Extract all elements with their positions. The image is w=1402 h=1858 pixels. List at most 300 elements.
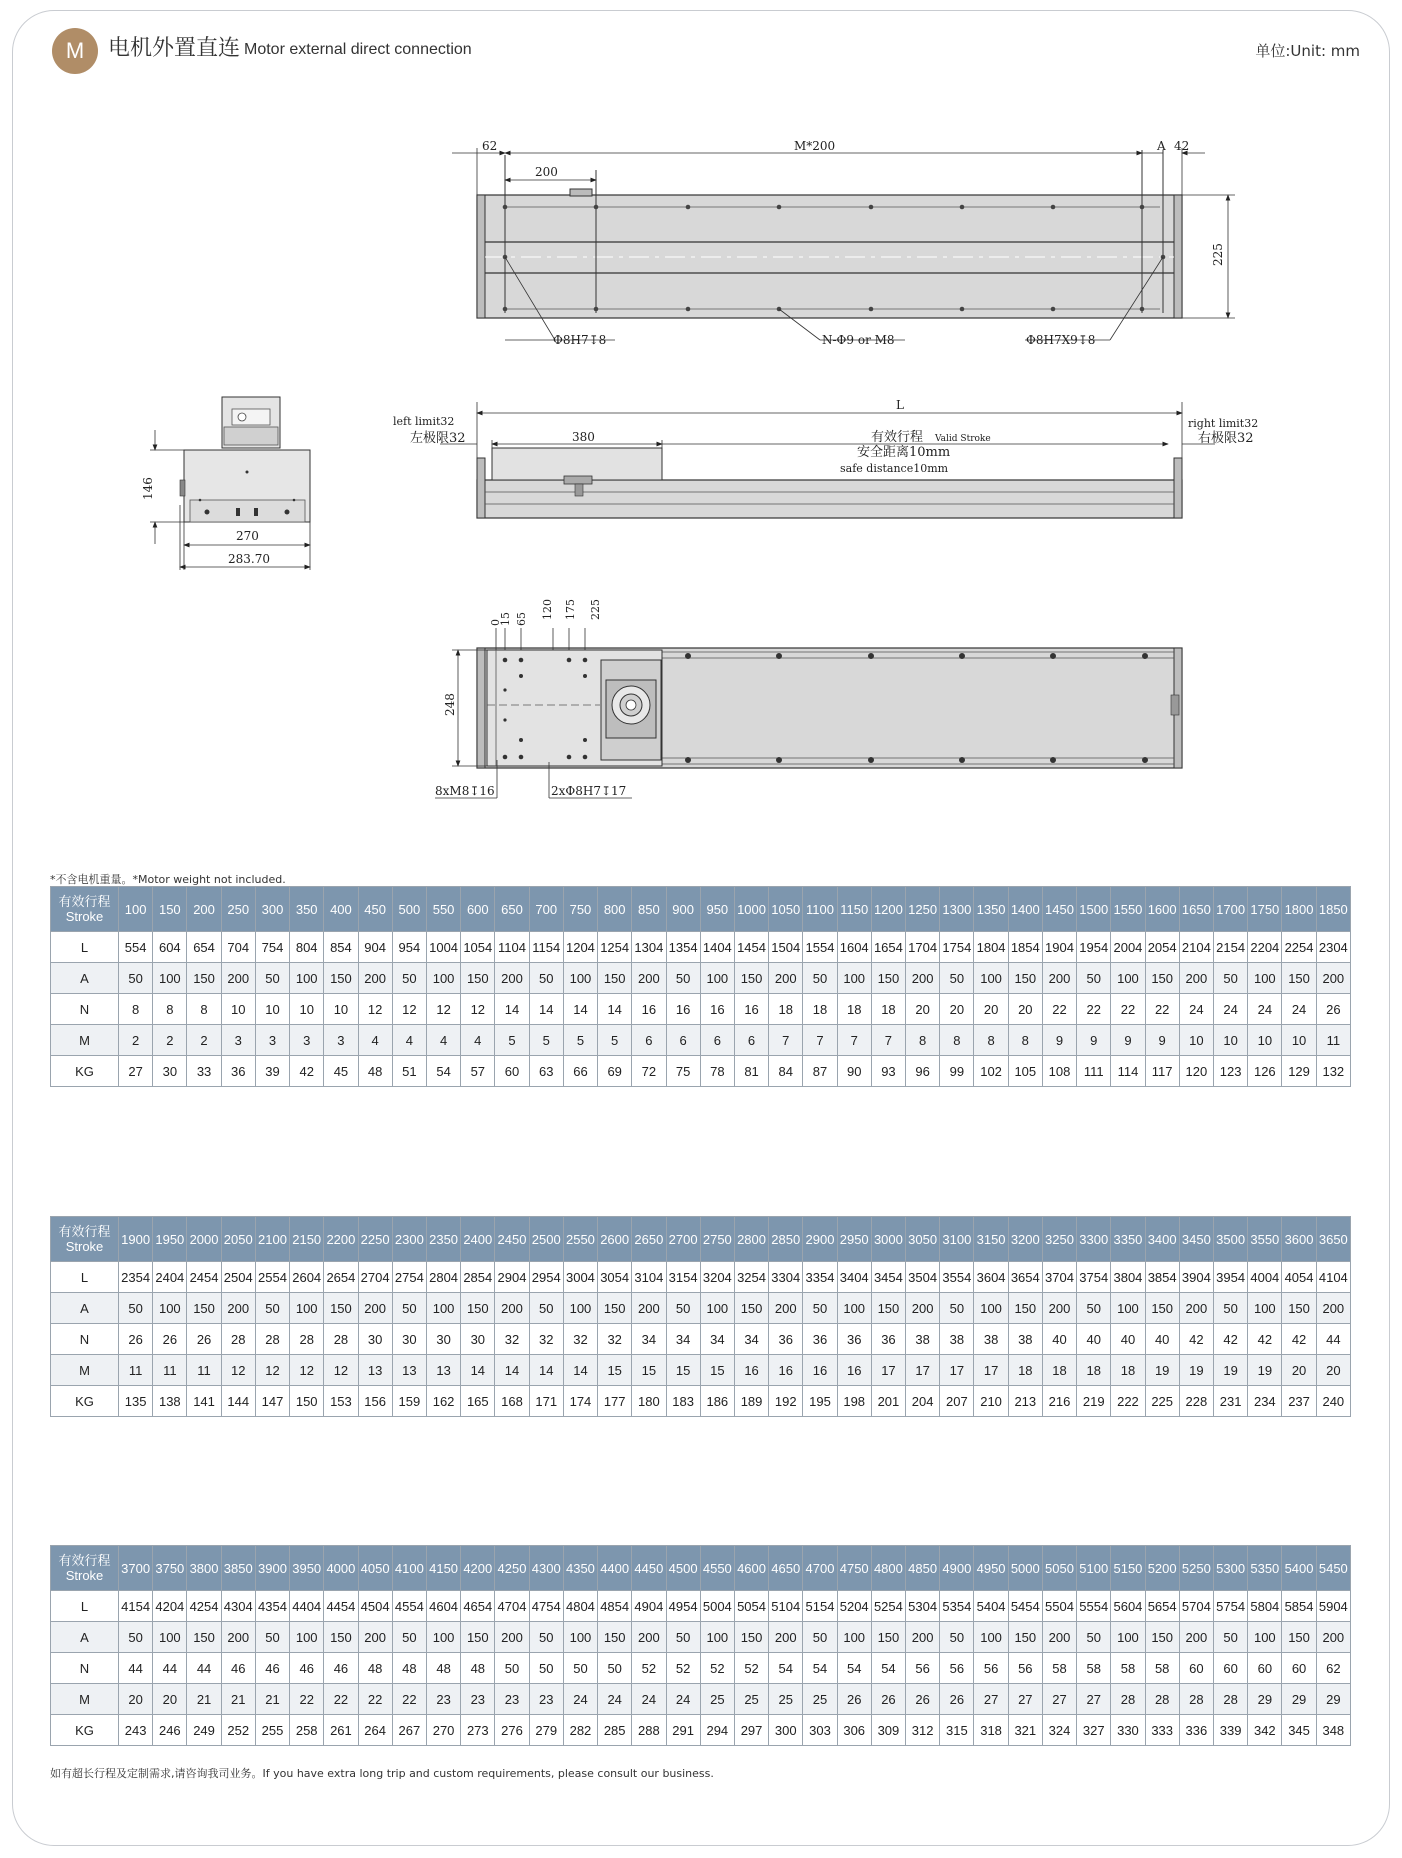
table-cell: 150 [1008,963,1042,994]
table-cell: 3804 [1111,1262,1145,1293]
table-cell: 204 [906,1386,940,1417]
stroke-cell: 5200 [1145,1546,1179,1591]
table-cell: 141 [187,1386,221,1417]
table-cell: 8 [940,1025,974,1056]
table-row-a [51,1622,1351,1653]
table-cell: 704 [221,932,255,963]
table-cell: 22 [1111,994,1145,1025]
table-cell: 10 [290,994,324,1025]
table-cell: 38 [940,1324,974,1355]
table-cell: 156 [358,1386,392,1417]
table-cell: 255 [255,1715,289,1746]
table-cell: 20 [940,994,974,1025]
table-cell: 32 [495,1324,529,1355]
table-cell: 21 [255,1684,289,1715]
table-cell: 200 [769,1622,803,1653]
table-cell: 150 [324,963,358,994]
table-cell: 12 [392,994,426,1025]
table-cell: 5204 [837,1591,871,1622]
table-cell: 348 [1316,1715,1350,1746]
table-cell: 3354 [803,1262,837,1293]
table-cell: 100 [563,1293,597,1324]
table-cell: 3704 [1042,1262,1076,1293]
table-cell: 34 [666,1324,700,1355]
table-cell: 34 [734,1324,768,1355]
table-cell: 2504 [221,1262,255,1293]
table-cell: 162 [426,1386,460,1417]
stroke-cell: 900 [666,887,700,932]
table-cell: 45 [324,1056,358,1087]
stroke-cell: 1250 [906,887,940,932]
table-cell: 12 [461,994,495,1025]
table-cell: 183 [666,1386,700,1417]
table-cell: 25 [700,1684,734,1715]
table-cell: 27 [1008,1684,1042,1715]
table-cell: 3 [290,1025,324,1056]
stroke-cell: 650 [495,887,529,932]
table-cell: 58 [1111,1653,1145,1684]
table-cell: 13 [426,1355,460,1386]
table-cell: 4654 [461,1591,495,1622]
table-cell: 200 [358,1622,392,1653]
table-cell: 3 [221,1025,255,1056]
stroke-cell: 3000 [871,1217,905,1262]
table-cell: 3554 [940,1262,974,1293]
table-cell: 6 [666,1025,700,1056]
spec-table-1 [50,886,1351,1087]
table-cell: 50 [392,1293,426,1324]
table-cell: 15 [632,1355,666,1386]
table-cell: 222 [1111,1386,1145,1417]
table-cell: 5404 [974,1591,1008,1622]
table-cell: 200 [1042,1622,1076,1653]
table-cell: 46 [290,1653,324,1684]
table-cell: 243 [119,1715,153,1746]
table-cell: 11 [153,1355,187,1386]
table-cell: 60 [1214,1653,1248,1684]
table-cell: 200 [495,963,529,994]
table-cell: 34 [632,1324,666,1355]
end-view [141,397,310,570]
table-cell: 28 [255,1324,289,1355]
table-cell: 1454 [734,932,768,963]
table-cell: 26 [906,1684,940,1715]
table-cell: 1204 [563,932,597,963]
table-cell: 100 [290,1622,324,1653]
label-pin-bottom: 2xΦ8H7↧17 [551,784,627,798]
table-cell: 2054 [1145,932,1179,963]
stroke-cell: 5050 [1042,1546,1076,1591]
table-cell: 150 [187,1293,221,1324]
table-cell: 100 [563,963,597,994]
table-cell: 4904 [632,1591,666,1622]
table-cell: 14 [495,1355,529,1386]
table-cell: 333 [1145,1715,1179,1746]
table-cell: 17 [906,1355,940,1386]
stroke-cell: 3700 [119,1546,153,1591]
table-cell: 22 [324,1684,358,1715]
stroke-cell: 550 [426,887,460,932]
table-cell: 57 [461,1056,495,1087]
table-cell: 56 [940,1653,974,1684]
stroke-cell: 2900 [803,1217,837,1262]
table-cell: 9 [1145,1025,1179,1056]
table-cell: 8 [119,994,153,1025]
table-cell: 2104 [1179,932,1213,963]
stroke-cell: 5400 [1282,1546,1316,1591]
table-cell: 50 [529,963,563,994]
table-cell: 150 [461,1622,495,1653]
table-cell: 3154 [666,1262,700,1293]
table-cell: 282 [563,1715,597,1746]
table-cell: 11 [1316,1025,1350,1056]
stroke-cell: 1900 [119,1217,153,1262]
table-cell: 44 [1316,1324,1350,1355]
table-cell: 150 [324,1622,358,1653]
safe-distance-cn: 安全距离10mm [857,445,951,460]
table-cell: 42 [1248,1324,1282,1355]
table-cell: 5004 [700,1591,734,1622]
stroke-cell: 1300 [940,887,974,932]
stroke-cell: 4350 [563,1546,597,1591]
table-cell: 50 [666,963,700,994]
table-cell: 78 [700,1056,734,1087]
table-cell: 3604 [974,1262,1008,1293]
table-cell: 16 [837,1355,871,1386]
stroke-cell: 1100 [803,887,837,932]
stroke-cell: 2950 [837,1217,871,1262]
right-limit-cn: 右极限32 [1198,431,1254,446]
table-cell: 4604 [426,1591,460,1622]
table-cell: 8 [1008,1025,1042,1056]
table-cell: 18 [803,994,837,1025]
table-cell: 150 [1282,1293,1316,1324]
table-cell: 180 [632,1386,666,1417]
table-cell: 5 [529,1025,563,1056]
table-cell: 1404 [700,932,734,963]
table-cell: 150 [598,963,632,994]
table-cell: 12 [221,1355,255,1386]
table-cell: 267 [392,1715,426,1746]
table-cell: 50 [803,1622,837,1653]
table-cell: 200 [495,1622,529,1653]
table-cell: 32 [529,1324,563,1355]
table-cell: 50 [1214,963,1248,994]
table-cell: 12 [426,994,460,1025]
table-cell: 50 [119,1293,153,1324]
table-cell: 200 [632,1293,666,1324]
table-cell: 200 [906,963,940,994]
table-cell: 46 [255,1653,289,1684]
table-cell: 23 [529,1684,563,1715]
table-row-kg [51,1386,1351,1417]
table-cell: 3254 [734,1262,768,1293]
table-cell: 5104 [769,1591,803,1622]
label-pin-right: Φ8H7X9↧8 [1026,333,1096,347]
table-cell: 100 [1248,963,1282,994]
table-cell: 100 [563,1622,597,1653]
table-cell: 54 [837,1653,871,1684]
table-cell: 200 [1179,1622,1213,1653]
table-cell: 20 [1008,994,1042,1025]
stroke-cell: 5450 [1316,1546,1350,1591]
table-cell: 16 [734,1355,768,1386]
table-cell: 19 [1145,1355,1179,1386]
table-cell: 2654 [324,1262,358,1293]
table-cell: 24 [563,1684,597,1715]
table-row-l [51,932,1351,963]
table-cell: 4304 [221,1591,255,1622]
table-cell: 4954 [666,1591,700,1622]
table-cell: 63 [529,1056,563,1087]
table-cell: 56 [974,1653,1008,1684]
table-cell: 44 [153,1653,187,1684]
table-cell: 56 [906,1653,940,1684]
stroke-cell: 3250 [1042,1217,1076,1262]
dim-0: 0 [489,619,502,626]
table-cell: 84 [769,1056,803,1087]
table-cell: 16 [632,994,666,1025]
table-cell: 153 [324,1386,358,1417]
stroke-cell: 3550 [1248,1217,1282,1262]
table-cell: 22 [1077,994,1111,1025]
table-cell: 38 [1008,1324,1042,1355]
table-cell: 17 [871,1355,905,1386]
row-label-m: M [51,1025,119,1056]
table-cell: 4 [392,1025,426,1056]
table-cell: 200 [358,963,392,994]
dim-62: 62 [482,139,498,153]
table-cell: 147 [255,1386,289,1417]
table-cell: 150 [598,1293,632,1324]
table-cell: 100 [1111,1293,1145,1324]
table-cell: 132 [1316,1056,1350,1087]
table-cell: 14 [461,1355,495,1386]
stroke-cell: 1600 [1145,887,1179,932]
table-cell: 22 [358,1684,392,1715]
table-cell: 200 [632,1622,666,1653]
dim-248: 248 [443,693,457,716]
table-cell: 252 [221,1715,255,1746]
table-cell: 4054 [1282,1262,1316,1293]
stroke-cell: 5350 [1248,1546,1282,1591]
table-cell: 2354 [119,1262,153,1293]
table-cell: 96 [906,1056,940,1087]
table-cell: 10 [324,994,358,1025]
table-cell: 8 [974,1025,1008,1056]
table-cell: 264 [358,1715,392,1746]
table-cell: 4104 [1316,1262,1350,1293]
table-cell: 4354 [255,1591,289,1622]
table-cell: 50 [940,963,974,994]
table-cell: 200 [221,1293,255,1324]
table-cell: 14 [529,994,563,1025]
stroke-cell: 2000 [187,1217,221,1262]
table-cell: 100 [153,1293,187,1324]
table-cell: 315 [940,1715,974,1746]
table-cell: 231 [1214,1386,1248,1417]
table-cell: 7 [837,1025,871,1056]
table-cell: 554 [119,932,153,963]
table-cell: 22 [290,1684,324,1715]
stroke-cell: 4150 [426,1546,460,1591]
table-cell: 72 [632,1056,666,1087]
stroke-cell: 2850 [769,1217,803,1262]
table-cell: 200 [769,1293,803,1324]
table-cell: 50 [255,963,289,994]
table-cell: 246 [153,1715,187,1746]
table-cell: 216 [1042,1386,1076,1417]
motor-weight-note: *不含电机重量。*Motor weight not included. [50,873,286,886]
row-label-m: M [51,1355,119,1386]
dim-200: 200 [535,165,558,179]
table-cell: 186 [700,1386,734,1417]
table-cell: 50 [940,1622,974,1653]
table-cell: 270 [426,1715,460,1746]
table-cell: 144 [221,1386,255,1417]
table-cell: 5804 [1248,1591,1282,1622]
table-cell: 3454 [871,1262,905,1293]
table-cell: 16 [734,994,768,1025]
table-cell: 48 [358,1653,392,1684]
stroke-cell: 1000 [734,887,768,932]
stroke-cell: 5300 [1214,1546,1248,1591]
stroke-cell: 3500 [1214,1217,1248,1262]
table-cell: 28 [1214,1684,1248,1715]
table-cell: 5504 [1042,1591,1076,1622]
table-cell: 28 [221,1324,255,1355]
table-cell: 150 [461,1293,495,1324]
table-cell: 36 [769,1324,803,1355]
table-cell: 200 [1179,1293,1213,1324]
table-cell: 342 [1248,1715,1282,1746]
table-cell: 48 [461,1653,495,1684]
table-cell: 108 [1042,1056,1076,1087]
table-cell: 2 [187,1025,221,1056]
table-cell: 50 [1214,1293,1248,1324]
table-cell: 100 [837,1622,871,1653]
table-cell: 276 [495,1715,529,1746]
table-cell: 219 [1077,1386,1111,1417]
table-cell: 200 [1042,1293,1076,1324]
table-cell: 200 [221,963,255,994]
table-cell: 87 [803,1056,837,1087]
table-cell: 100 [700,1293,734,1324]
table-cell: 20 [906,994,940,1025]
table-cell: 123 [1214,1056,1248,1087]
table-cell: 26 [871,1684,905,1715]
table-cell: 2004 [1111,932,1145,963]
table-cell: 150 [598,1622,632,1653]
row-label-n: N [51,994,119,1025]
table-cell: 19 [1179,1355,1213,1386]
table-cell: 804 [290,932,324,963]
table-cell: 52 [666,1653,700,1684]
table-cell: 4554 [392,1591,426,1622]
table-cell: 2404 [153,1262,187,1293]
table-cell: 150 [1145,1293,1179,1324]
table-cell: 100 [974,963,1008,994]
table-cell: 1854 [1008,932,1042,963]
table-cell: 2554 [255,1262,289,1293]
table-cell: 200 [1316,963,1350,994]
table-cell: 25 [734,1684,768,1715]
table-cell: 16 [769,1355,803,1386]
stroke-cell: 950 [700,887,734,932]
table-cell: 345 [1282,1715,1316,1746]
table-cell: 100 [290,963,324,994]
table-cell: 1704 [906,932,940,963]
table-cell: 100 [153,963,187,994]
table-cell: 24 [666,1684,700,1715]
table-cell: 234 [1248,1386,1282,1417]
table-cell: 8 [153,994,187,1025]
table-cell: 3754 [1077,1262,1111,1293]
table-cell: 12 [324,1355,358,1386]
table-cell: 114 [1111,1056,1145,1087]
stroke-cell: 2100 [255,1217,289,1262]
table-cell: 5754 [1214,1591,1248,1622]
table-cell: 3304 [769,1262,803,1293]
stroke-cell: 1150 [837,887,871,932]
stroke-cell: 3300 [1077,1217,1111,1262]
table-cell: 5354 [940,1591,974,1622]
table-cell: 28 [290,1324,324,1355]
page-title-en: Motor external direct connection [244,41,472,58]
table-cell: 171 [529,1386,563,1417]
table-cell: 1654 [871,932,905,963]
table-cell: 150 [324,1293,358,1324]
table-cell: 7 [803,1025,837,1056]
table-cell: 2204 [1248,932,1282,963]
table-cell: 14 [495,994,529,1025]
table-cell: 27 [974,1684,1008,1715]
table-cell: 4504 [358,1591,392,1622]
stroke-label-en: Stroke [65,1239,104,1254]
table-cell: 10 [255,994,289,1025]
table-cell: 5304 [906,1591,940,1622]
table-cell: 50 [255,1293,289,1324]
table-cell: 15 [700,1355,734,1386]
table-cell: 4754 [529,1591,563,1622]
table-cell: 2704 [358,1262,392,1293]
table-cell: 1954 [1077,932,1111,963]
table-cell: 34 [700,1324,734,1355]
table-cell: 5454 [1008,1591,1042,1622]
table-cell: 24 [1248,994,1282,1025]
table-cell: 1904 [1042,932,1076,963]
row-label-a: A [51,1622,119,1653]
table-cell: 19 [1248,1355,1282,1386]
stroke-cell: 4650 [769,1546,803,1591]
table-cell: 40 [1111,1324,1145,1355]
table-cell: 50 [1077,963,1111,994]
table-cell: 5254 [871,1591,905,1622]
table-cell: 24 [1282,994,1316,1025]
table-cell: 336 [1179,1715,1213,1746]
table-cell: 23 [495,1684,529,1715]
table-cell: 50 [119,1622,153,1653]
table-cell: 150 [871,1622,905,1653]
valid-stroke-cn: 有效行程 [871,430,924,445]
stroke-cell: 3750 [153,1546,187,1591]
table-cell: 105 [1008,1056,1042,1087]
stroke-label-cn: 有效行程 [58,1553,111,1568]
table-cell: 5854 [1282,1591,1316,1622]
table-cell: 16 [700,994,734,1025]
table-cell: 28 [1179,1684,1213,1715]
row-label-l: L [51,1262,119,1293]
